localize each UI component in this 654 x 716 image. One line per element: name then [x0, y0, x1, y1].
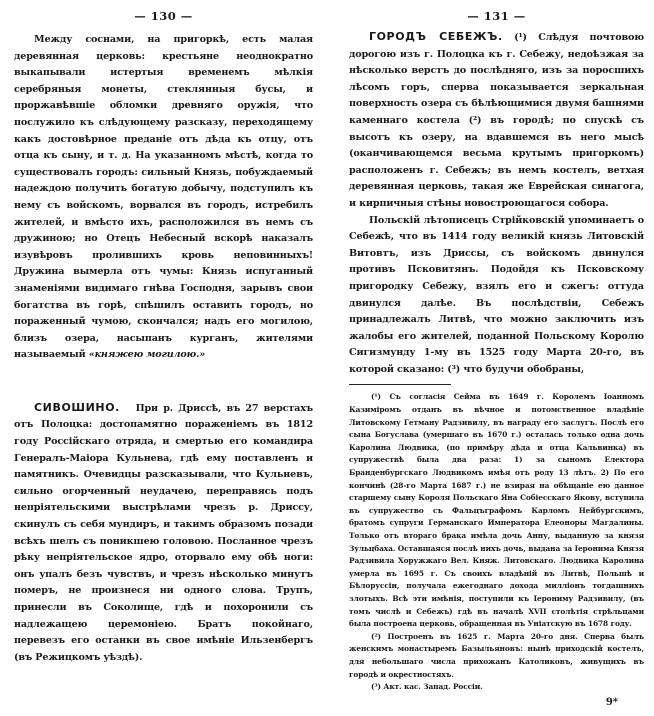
section-heading-sivoshino: СИВОШИНО. — [34, 400, 120, 414]
footnote-3: (³) Акт. кас. Запад. Россіи. — [371, 682, 483, 692]
paragraph-church-legend — [14, 32, 313, 364]
section-heading-sebezh: ГОРОДЪ СЕБЕЖЪ. — [369, 30, 503, 43]
paragraph-sebezh-intro — [349, 29, 644, 213]
page-number-130: — 130 — — [134, 9, 193, 23]
paragraph-text: (¹) Слѣдуя почтовою дорогою изъ г. Полоцка къ г. Себежу, недоѣзжая за нѣсколько верстъ до послѣдняго, изъ за поросшихъ лѣсомъ горъ, сперва показывается зеркальная поверхность озера съ бѣлѣющимися двумя башнями каменнаго костела (²) въ городѣ; по спускѣ съ высотъ къ озеру, на вдавшемся въ него мысѣ (оканчивающемся весьма крутымъ пригоркомъ) расположенъ г. Себежъ; въ немъ костелъ, ветхая деревянная церковь, такая же Еврейская синагога, и кирпичныя стѣны новостроющагося собора. — [349, 32, 644, 209]
paragraph-sebezh-history — [349, 213, 644, 379]
paragraph-text: Между соснами, на пригоркѣ, есть малая деревянная церковь: крестьяне неоднократно выкапывали истертыя временемъ мѣлкія серебряныя монеты, стеклянныя бусы, и проржавѣвшіе обломки древняго оружія, что послужило къ слѣдующему разсказу, переходящему какъ достовѣрное преданіе отъ дѣда къ отцу, отъ отца къ сыну, и т. д. На указанномъ мѣстѣ, когда то существовалъ городъ: сильный Князь, побуждаемый надеждою получить богатую добычу, подступилъ къ нему съ войскомъ, ворвался въ городъ, истребилъ жителей, и вмѣсто ихъ, расположился въ немъ съ дружиною; но Отецъ Небесный вскорѣ наказалъ изувѣровъ пролившихъ кровь неповинныхъ! Дружина вымерла отъ чумы: Князь испуганный знаменіями видимаго гнѣва Господня, зарывъ свои богатства въ горѣ, спѣшилъ оставить городъ, но пораженный чумою, скончался; надъ его могилою, близъ озера, насыпанъ курганъ, жителями называемый — [14, 34, 313, 361]
quoted-name: «княжею могилою.» — [88, 349, 206, 361]
paragraph-text: Польскій лѣтописецъ Стрійковскій упоминаетъ о Себежѣ, что въ 1414 году великій князь Литовскій Витовтъ, изъ Дриссы, съ войскомъ двинулся противъ Псковитянъ. Подойдя къ Псковскому пригородку Себежу, взялъ его и сжегъ: оттуда двинулся далѣе. Въ послѣдствіи, Себежъ принадлежалъ Литвѣ, что можно заключить изъ жалобы его жителей, поданной Польскому Королю Сигизмунду 1-му въ 1525 году Марта 20-го, въ которой сказано: (³) что будучи обобраны, — [349, 214, 644, 375]
right-page — [327, 0, 654, 716]
left-page — [0, 0, 327, 666]
footnote-divider — [349, 384, 451, 385]
footnote-2: (²) Построенъ въ 1625 г. Марта 20-го дня. Сперва былъ женскимъ монастыремъ Базыльяновъ: нынѣ приходскій костелъ, для небольшаго числа прихожанъ Католиковъ, живущихъ въ городѣ и окрестностяхъ. — [349, 631, 644, 679]
page-number-131: — 131 — — [467, 9, 526, 23]
footnote-1: (¹) Съ согласія Сейма въ 1649 г. Королемъ Іоанномъ Казиміромъ отданъ въ вѣчное и потомственное владѣніе Литовскому Гетману Радзивилу, въ награду его заслугъ. Послѣ его сына Богуслава (умершаго въ 1670 г.) осталась только одна дочь Каролина Людвика, (по примѣру дѣда и отца Кальвинка) въ супружествѣ была два раза: 1) за сыномъ Електора Бранденбургскаго Людвикомъ имѣя отъ роду 13 лѣтъ. 2) По его кончинѣ (28-го Марта 1687 г.) не взирая на обѣщаніе ею данное старшему сыну Короля Польскаго Яна Собіесскаго Якову, вступила въ супружество съ Фальцъграфомъ Карломъ Нейбургскимъ, братомъ супруги Германскаго Императора Елеоноры Магдалины. Только отъ втораго брака имѣла дочь Анну, выданную за князя Зульцбаха. Оставшаяся послѣ нихъ дочь, выдана за Іеронима Князя Радзивила Хоружжаго Вел. Княж. Литовскаго. Людвика Каролина умерла въ 1695 г. Съ своихъ владѣній въ Литвѣ, Польшѣ и Бѣлоруссіи, получала ежегоднаго дохода милліонъ тогдашнихъ злотыхъ. Всѣ эти имѣнія, поступили къ Іерониму Радзивилу, (въ томъ числѣ и Себежъ) гдѣ въ началѣ XVII столѣтія стрѣльцами была построена церковь, обращенная въ Уніатскую въ 1678 году. — [349, 392, 644, 629]
right-page-body — [349, 29, 644, 378]
paragraph-sivoshino — [14, 400, 313, 667]
signature-mark: 9* — [605, 696, 618, 708]
left-page-body — [14, 32, 313, 666]
section-gap — [14, 364, 313, 400]
paragraph-text: При р. Дриссѣ, въ 27 верстахъ отъ Полоцка: достопамятно пораженіемъ въ 1812 году Россійскаго отряда, и смертью его командира Генералъ-Маіора Кульнева, гдѣ ему поставленъ и памятникъ. Очевидцы разсказывали, что Кульневъ, сильно огорченный неудачею, переправясь подъ непріятельскими выстрѣлами чрезъ р. Дриссу, скинулъ съ себя мундиръ, и такимъ образомъ позади всѣхъ шелъ съ поникшею головою. Посланное чрезъ рѣку непріятельское ядро, оторвало ему обѣ ноги: онъ упалъ безъ чувствъ, и чрезъ нѣсколько минутъ померъ, не произнеся ни одного слова. Трупъ, принесли въ Соколище, гдѣ и похоронили съ надлежащею церемоніею. Братъ покойнаго, перевезъ его останки въ свое имѣніе Ильзенбергъ (въ Режицкомъ уѣздѣ). — [14, 402, 313, 663]
footnotes — [349, 391, 644, 693]
